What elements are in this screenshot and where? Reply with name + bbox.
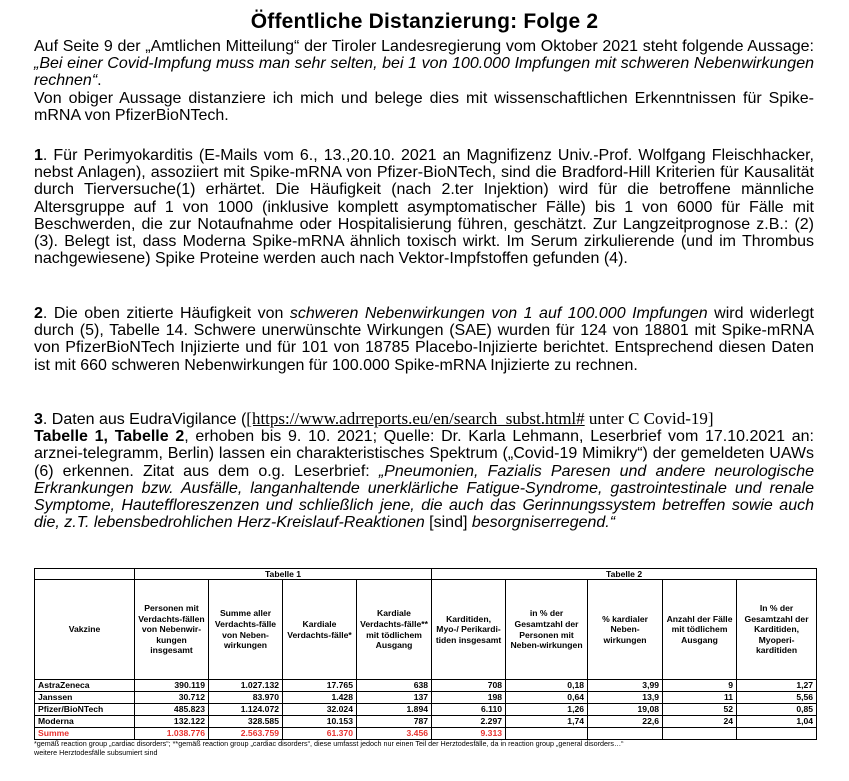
point-3-quote: „Pneumonien, Fazialis Paresen und andere neurologische Erkrankungen bzw. Ausfälle, langanhaltende unerklärliche Fatigue-Syndrome, gastrointestinale und renale Symptome, Hauteffloreszenzen und schließlich jene, die auch das Gerinnungssystem betreffen sowie auch die, z.T. lebensbedrohlichen Herz-Kreislauf-Reaktionen [34,462,815,532]
intro-paragraph [34,38,814,124]
data-table [34,568,817,740]
table-row: Pfizer/BioNTech 485.823 1.124.072 32.024 1.894 6.110 1,26 19,08 52 0,85 [35,704,817,716]
point-3-number: 3 [34,411,43,428]
intro-quote: „Bei einer Covid-Impfung muss man sehr selten, bei 1 von 100.000 Impfungen mit schweren Nebenwirkungen rechnen“ [34,55,814,90]
tables-reference: Tabelle 1, Tabelle 2 [34,428,185,446]
point-2-emphasis: schweren Nebenwirkungen von 1 auf 100.000 Impfungen [289,305,708,322]
point-1-text: . Für Perimyokarditis (E-Mails vom 6., 13.,20.10. 2021 an Magnifizenz Univ.-Prof. Wolfgang Fleischhacker, nebst Anlagen), assoziiert mit Spike-mRNA von Pfizer-BioNTech, sind die Bradford-Hill Kriterien für Kausalität durch Tierversuche(1) erhärtet. Die Häufigkeit (nach 2.ter Injektion) wird für die betroffene männliche Altersgruppe auf 1 von 1000 (inklusive komplett asymptomatischer Fälle) bis 1 von 6000 für Fälle mit Beschwerden, die zur Notaufnahme oder Hospitalisierung führen, geschätzt. Zur Langzeitprognose z.B.: (2)(3). Belegt ist, dass Moderna Spike-mRNA ähnlich toxisch wirkt. Im Serum zirkulierende (und im Thrombus nachgewiesene) Spike Proteine werden auch nach Vektor-Impfstoffen gefunden (4). [34,147,814,268]
table-row: Janssen 30.712 83.970 1.428 137 198 0,64 13,9 11 5,56 [35,692,817,704]
column-header: Summe aller Verdachts-fälle von Neben-wirkungen [209,580,283,680]
point-2-paragraph [34,305,814,374]
point-3-paragraph [34,410,814,531]
column-header: Kardiale Verdachts-fälle** mit tödlichem Ausgang [357,580,432,680]
table-sum-row: Summe 1.038.776 2.563.759 61.370 3.456 9.313 [35,728,817,740]
point-2-text: . Die oben zitierte Häufigkeit von [42,305,290,322]
point-2-number: 2 [34,305,43,322]
page-title: Öffentliche Distanzierung: Folge 2 [250,10,599,33]
intro-text: Auf Seite 9 der „Amtlichen Mitteilung“ der Tiroler Landesregierung vom Oktober 2021 steht folgende Aussage: [34,38,814,55]
column-header: Kardiale Verdachts-fälle* [283,580,357,680]
table-1-header: Tabelle 1 [135,569,432,580]
footnote-line-2: weitere Herztodesfälle subsumiert sind [34,748,158,757]
column-header: Vakzine [35,580,135,680]
point-3-text-cont: , erhoben bis 9. 10. 2021; Quelle: Dr. Karla Lehmann, Leserbrief vom 17.10.2021 an: arznei-telegramm, Berlin) lassen ein charakteristisches Spektrum („Covid-19 Mimikry“) der gemeldeten UAWs (6) erkennen. Zitat aus dem o.g. Leserbrief: [34,428,814,480]
column-header: Personen mit Verdachts-fällen von Nebenwir-kungen insgesamt [135,580,209,680]
column-header: in % der Gesamtzahl der Personen mit Neben-wirkungen [506,580,588,680]
point-3-text: . Daten aus EudraVigilance ( [42,411,247,428]
intro-text-end: . [97,72,102,90]
table-group-header-row [35,569,817,580]
table-footnote [34,739,812,757]
point-3-link-suffix: unter C Covid-19] [584,409,714,428]
intro-distance-text: Von obiger Aussage distanziere ich mich und belege dies mit wissenschaftlichen Erkenntnissen für Spike-mRNA von PfizerBioNTech. [34,89,814,124]
table-2-header: Tabelle 2 [432,569,817,580]
eudravigilance-link[interactable]: [https://www.adrreports.eu/en/search_subst.html# [246,409,585,428]
point-3-sind: [sind] [424,514,472,532]
column-header: Karditiden, Myo-/ Perikardi-tiden insgesamt [432,580,506,680]
table-column-header-row [35,580,817,680]
column-header: Anzahl der Fälle mit tödlichem Ausgang [663,580,737,680]
point-3-quote-end: besorgniserregend.“ [471,514,616,532]
point-1-paragraph [34,147,814,267]
table-row: AstraZeneca 390.119 1.027.132 17.765 638 708 0,18 3,99 9 1,27 [35,680,817,692]
column-header: In % der Gesamtzahl der Karditiden, Myoperi-karditiden [737,580,817,680]
point-1-number: 1 [34,147,43,164]
table-row: Moderna 132.122 328.585 10.153 787 2.297 1,74 22,6 24 1,04 [35,716,817,728]
column-header: % kardialer Neben-wirkungen [588,580,663,680]
footnote-line-1: *gemäß reaction group „cardiac disorders“; **gemäß reaction group „cardiac disorders“, diese umfasst jedoch nur einen Teil der Herztodesfälle, da in reaction group „general disorders…“ [34,739,624,748]
point-2-text-cont: wird widerlegt durch (5), Tabelle 14. Schwere unerwünschte Wirkungen (SAE) wurden für 124 von 18801 mit Spike-mRNA von PfizerBioNTech Injizierte und für 101 von 18785 Placebo-Injizierte berichtet. Entsprechend diesen Daten ist mit 660 schweren Nebenwirkungen für 100.000 Spike-mRNA Injizierte zu rechnen. [34,305,815,374]
